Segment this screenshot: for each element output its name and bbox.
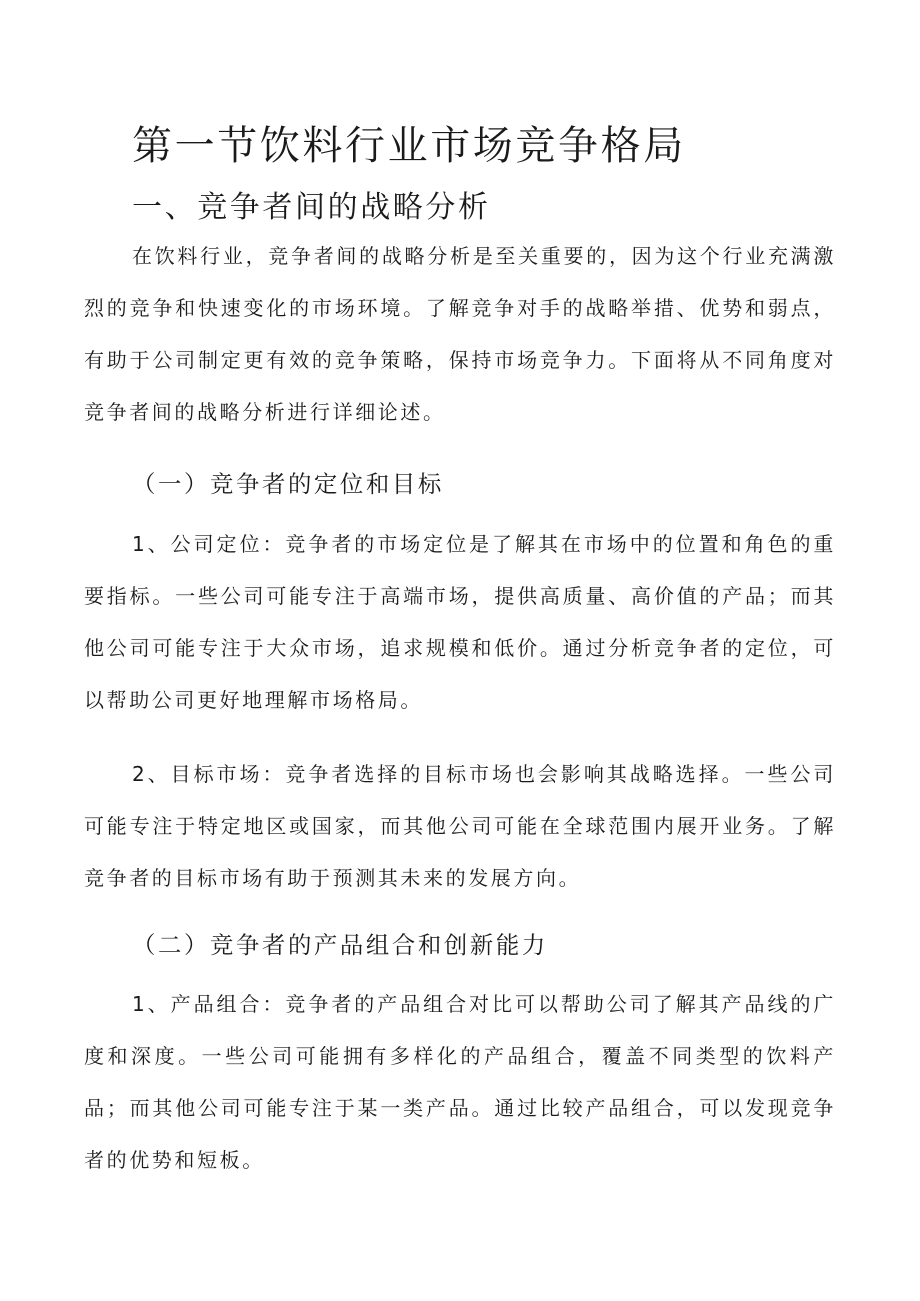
paragraph-company-positioning: 1、公司定位：竞争者的市场定位是了解其在市场中的位置和角色的重要指标。一些公司可能专注于高端市场，提供高质量、高价值的产品；而其他公司可能专注于大众市场，追求规模和低价。通过分析竞争者的定位，可以帮助公司更好地理解市场格局。: [84, 532, 836, 712]
subsection-title-positioning: （一）竞争者的定位和目标: [132, 470, 444, 498]
paragraph-target-market: 2、目标市场：竞争者选择的目标市场也会影响其战略选择。一些公司可能专注于特定地区或国家，而其他公司可能在全球范围内展开业务。了解竞争者的目标市场有助于预测其未来的发展方向。: [84, 762, 836, 890]
part-title: 一、竞争者间的战略分析: [132, 190, 491, 225]
paragraph-product-portfolio: 1、产品组合：竞争者的产品组合对比可以帮助公司了解其产品线的广度和深度。一些公司可能拥有多样化的产品组合，覆盖不同类型的饮料产品；而其他公司可能专注于某一类产品。通过比较产品组合，可以发现竞争者的优势和短板。: [84, 992, 836, 1172]
intro-paragraph: 在饮料行业，竞争者间的战略分析是至关重要的，因为这个行业充满激烈的竞争和快速变化的市场环境。了解竞争对手的战略举措、优势和弱点，有助于公司制定更有效的竞争策略，保持市场竞争力。下面将从不同角度对竞争者间的战略分析进行详细论述。: [84, 244, 836, 424]
subsection-title-products: （二）竞争者的产品组合和创新能力: [132, 931, 548, 959]
section-title: 第一节饮料行业市场竞争格局: [132, 123, 686, 169]
